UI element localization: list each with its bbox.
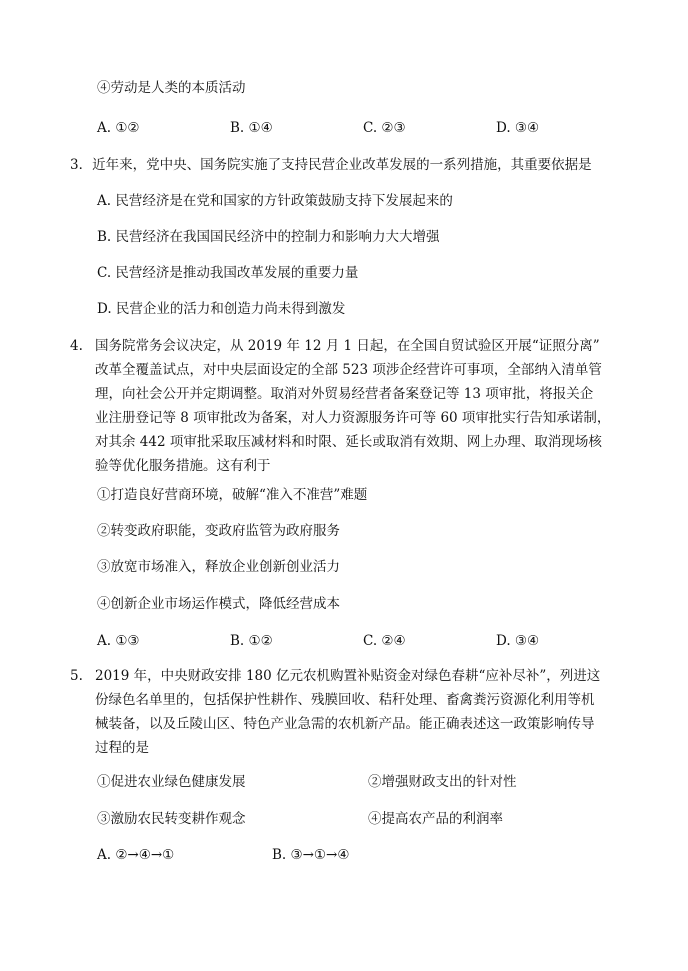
q3-option-c: C. 民营经济是推动我国改革发展的重要力量 (97, 265, 359, 281)
q5-stem-line: 份绿色名单里的，包括保护性耕作、残膜回收、秸秆处理、畜禽粪污资源化利用等机 (95, 692, 595, 708)
q4-stem-line: 改革全覆盖试点，对中央层面设定的全部 523 项涉企经营许可事项，全部纳入清单管 (95, 362, 602, 378)
q5-item-2: ②增强财政支出的针对性 (368, 774, 517, 790)
q4-stem-line: 业注册登记等 8 项审批改为备案，对人力资源服务许可等 60 项审批实行告知承诺制， (95, 410, 611, 426)
q4-item-4: ④创新企业市场运作模式，降低经营成本 (97, 596, 340, 612)
q4-number: 4. (70, 338, 83, 354)
q5-stem-line: 械装备，以及丘陵山区、特色产业急需的农机新产品。能正确表述这一政策影响传导 (95, 716, 595, 732)
q4-stem-line: 国务院常务会议决定，从 2019 年 12 月 1 日起，在全国自贸试验区开展“证照分离” (95, 338, 600, 354)
q4-option-d: D. ③④ (496, 633, 540, 649)
q4-option-b: B. ①② (230, 633, 273, 649)
q4-item-2: ②转变政府职能，变政府监管为政府服务 (97, 523, 340, 539)
q4-stem-line: 验等优化服务措施。这有利于 (95, 458, 271, 474)
q4-stem-line: 理，向社会公开并定期调整。取消对外贸易经营者备案登记等 13 项审批，将报关企 (95, 386, 594, 402)
q2-option-d: D. ③④ (496, 120, 540, 136)
q5-item-1: ①促进农业绿色健康发展 (97, 774, 246, 790)
q3-stem: 3．近年来，党中央、国务院实施了支持民营企业改革发展的一系列措施，其重要依据是 (70, 157, 592, 173)
q3-option-d: D. 民营企业的活力和创造力尚未得到激发 (97, 301, 346, 317)
q4-item-1: ①打造良好营商环境，破解“准入不准营”难题 (97, 487, 368, 503)
q4-option-c: C. ②④ (363, 633, 406, 649)
q2-option-a: A. ①② (97, 120, 140, 136)
q5-item-4: ④提高农产品的利润率 (368, 811, 503, 827)
q2-option-b: B. ①④ (230, 120, 273, 136)
q5-stem-line: 过程的是 (95, 740, 149, 756)
q5-option-a: A. ②→④→① (97, 847, 175, 863)
q4-item-3: ③放宽市场准入，释放企业创新创业活力 (97, 559, 340, 575)
q2-option-c: C. ②③ (363, 120, 406, 136)
q5-stem-line: 2019 年，中央财政安排 180 亿元农机购置补贴资金对绿色春耕“应补尽补”，列进这 (95, 668, 601, 684)
q3-option-b: B. 民营经济在我国国民经济中的控制力和影响力大大增强 (97, 229, 440, 245)
q5-number: 5. (70, 668, 83, 684)
q5-item-3: ③激励农民转变耕作观念 (97, 811, 246, 827)
q4-stem-line: 对其余 442 项审批采取压减材料和时限、延长或取消有效期、网上办理、取消现场核 (95, 434, 602, 450)
q3-option-a: A. 民营经济是在党和国家的方针政策鼓励支持下发展起来的 (97, 193, 453, 209)
q5-option-b: B. ③→①→④ (272, 847, 350, 863)
q4-option-a: A. ①③ (97, 633, 140, 649)
q2-item-4: ④劳动是人类的本质活动 (97, 80, 246, 96)
